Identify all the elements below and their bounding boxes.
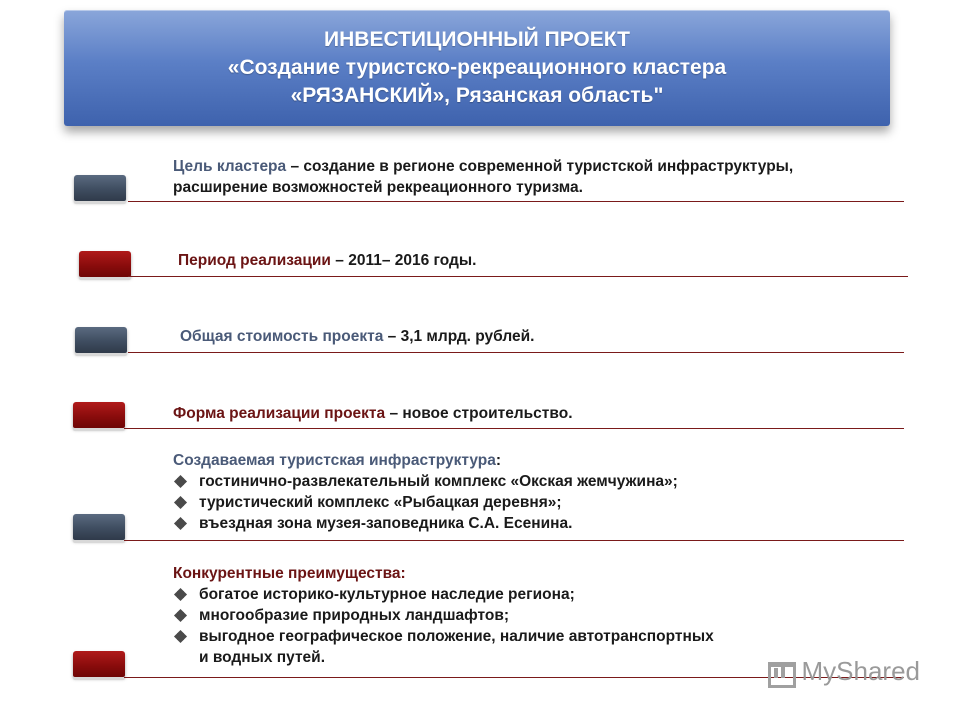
goal-text <box>173 156 933 198</box>
watermark-text: MyShared <box>801 655 920 686</box>
advantages-item-1: богатое историко-культурное наследие региона; <box>199 586 575 603</box>
infrastructure-block <box>173 450 893 534</box>
goal-desc-2: расширение возможностей рекреационного туризма. <box>173 179 583 196</box>
divider-form <box>124 428 904 429</box>
title-line-3: «РЯЗАНСКИЙ», Рязанская область" <box>290 84 664 107</box>
divider-cost <box>128 352 904 353</box>
list-item <box>173 513 893 534</box>
period-label: Период реализации <box>178 252 331 269</box>
advantages-item-3: выгодное географическое положение, наличие автотранспортных <box>199 628 714 645</box>
row-marker-form <box>73 402 125 428</box>
advantages-item-3-continuation: и водных путей. <box>199 649 326 666</box>
advantages-label: Конкурентные преимущества: <box>173 565 406 582</box>
diamond-bullet-icon <box>175 589 187 601</box>
infrastructure-item-1: гостинично-развлекательный комплекс «Окская жемчужина»; <box>199 473 678 490</box>
advantages-item-2: многообразие природных ландшафтов; <box>199 607 510 624</box>
row-marker-goal <box>74 175 126 201</box>
watermark <box>766 656 921 686</box>
infrastructure-colon: : <box>495 452 502 469</box>
list-item <box>173 471 893 492</box>
row-marker-cost <box>75 327 127 353</box>
infrastructure-list <box>173 471 893 534</box>
infrastructure-label: Создаваемая туристская инфраструктура <box>173 452 496 469</box>
list-item <box>173 605 893 626</box>
myshared-logo-icon <box>766 658 796 684</box>
divider-infrastructure <box>124 540 904 541</box>
title-line-2: «Создание туристско-рекреационного кластера <box>227 56 727 79</box>
title-banner <box>64 10 890 126</box>
diamond-bullet-icon <box>175 518 187 530</box>
form-text <box>173 403 573 424</box>
divider-goal <box>128 201 904 202</box>
form-label: Форма реализации проекта <box>173 405 386 422</box>
list-item <box>173 584 893 605</box>
diamond-bullet-icon <box>175 476 187 488</box>
list-item <box>173 492 893 513</box>
advantages-block <box>173 563 893 668</box>
row-marker-infrastructure <box>73 514 125 540</box>
goal-label: Цель кластера <box>173 158 287 175</box>
infrastructure-item-3: въездная зона музея-заповедника С.А. Есенина. <box>199 515 573 532</box>
list-item <box>173 626 893 647</box>
period-text <box>178 250 476 271</box>
form-desc: – новое строительство. <box>385 405 573 422</box>
diamond-bullet-icon <box>175 631 187 643</box>
goal-desc-1: – создание в регионе современной туристской инфраструктуры, <box>286 158 794 175</box>
diamond-bullet-icon <box>175 610 187 622</box>
divider-period <box>128 276 908 277</box>
cost-label: Общая стоимость проекта <box>180 328 384 345</box>
cost-text <box>180 326 534 347</box>
title-line-1: ИНВЕСТИЦИОННЫЙ ПРОЕКТ <box>324 28 630 51</box>
row-marker-period <box>79 251 131 277</box>
cost-desc: – 3,1 млрд. рублей. <box>383 328 535 345</box>
row-marker-advantages <box>73 651 125 677</box>
diamond-bullet-icon <box>175 497 187 509</box>
period-desc: – 2011– 2016 годы. <box>330 252 477 269</box>
infrastructure-item-2: туристический комплекс «Рыбацкая деревня»; <box>199 494 562 511</box>
